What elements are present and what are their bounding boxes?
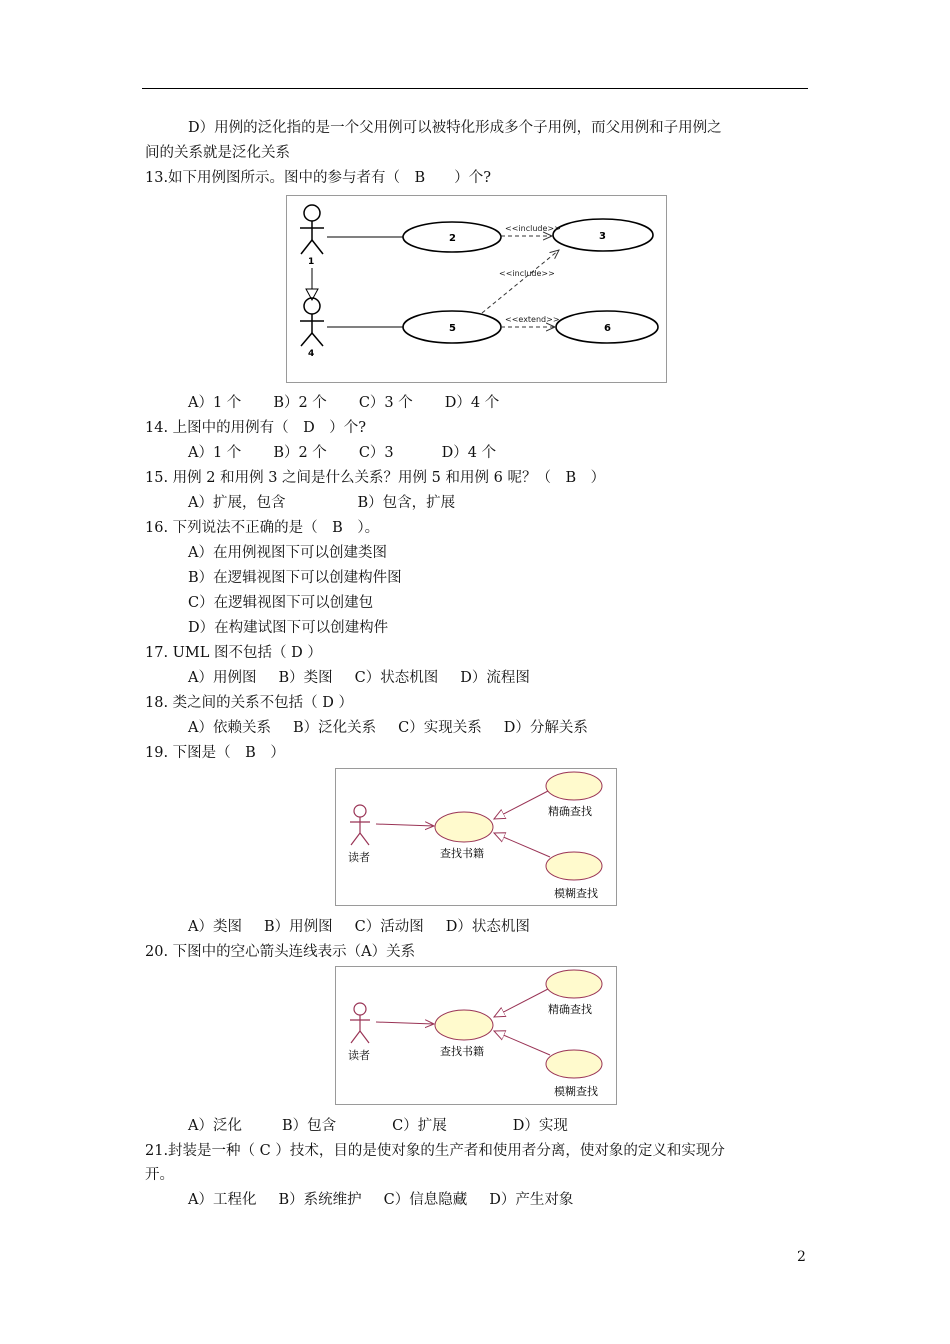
- q13-option-b: B）2 个: [273, 395, 327, 411]
- extend-label: <<extend>>: [505, 315, 560, 324]
- q15-option-b: B）包含，扩展: [357, 495, 456, 511]
- exact-search-label: 精确查找: [548, 1003, 592, 1016]
- q18-option-a: A）依赖关系: [188, 720, 271, 736]
- q14-option-a: A）1 个: [188, 445, 242, 461]
- q19-option-b: B）用例图: [263, 919, 333, 935]
- q20-options: [188, 1116, 568, 1136]
- option-d-line1: D）用例的泛化指的是一个父用例可以被特化形成多个子用例，而父用例和子用例之: [188, 120, 722, 136]
- question-21-line2: 开。: [145, 1167, 174, 1183]
- use-case-6-label: 6: [604, 323, 611, 334]
- question-21-line1: 21.封装是一种（ C ）技术，目的是使对象的生产者和使用者分离，使对象的定义和实现分: [145, 1143, 725, 1159]
- q13-option-c: C）3 个: [358, 395, 413, 411]
- q19-option-c: C）活动图: [354, 919, 424, 935]
- q16-option-a: A）在用例视图下可以创建类图: [188, 545, 387, 561]
- q20-option-d: D）实现: [512, 1118, 568, 1134]
- question-18: 18. 类之间的关系不包括（ D ）: [145, 695, 354, 711]
- question-19: 19. 下图是（ B ）: [145, 745, 285, 761]
- actor-4-icon: [300, 298, 324, 346]
- q19-options: [188, 917, 530, 937]
- actor-4-label: 4: [308, 349, 315, 359]
- q20-option-a: A）泛化: [188, 1118, 242, 1134]
- q14-option-d: D）4 个: [441, 445, 497, 461]
- q13-option-d: D）4 个: [444, 395, 500, 411]
- q17-option-c: C）状态机图: [354, 670, 439, 686]
- q18-option-d: D）分解关系: [503, 720, 588, 736]
- reader-actor-icon: [350, 1003, 370, 1043]
- fuzzy-search-label: 模糊查找: [554, 887, 598, 900]
- q19-option-d: D）状态机图: [445, 919, 530, 935]
- q14-option-c: C）3: [358, 445, 394, 461]
- reader-actor-icon: [350, 805, 370, 845]
- find-books-use-case: [435, 1010, 493, 1040]
- q17-option-a: A）用例图: [188, 670, 257, 686]
- exact-search-use-case: [546, 772, 602, 800]
- reader-actor-label: 读者: [348, 851, 370, 864]
- q16-option-c: C）在逻辑视图下可以创建包: [188, 595, 374, 611]
- q21-option-d: D）产生对象: [489, 1192, 574, 1208]
- use-case-5-label: 5: [449, 323, 456, 334]
- page-number: 2: [797, 1249, 806, 1265]
- actor-1-label: 1: [308, 257, 315, 267]
- q15-option-a: A）扩展，包含: [188, 495, 286, 511]
- use-case-diagram-2: [335, 768, 617, 906]
- q21-option-c: C）信息隐藏: [383, 1192, 468, 1208]
- q16-option-d: D）在构建试图下可以创建构件: [188, 620, 389, 636]
- question-15: 15. 用例 2 和用例 3 之间是什么关系？用例 5 和用例 6 呢？（ B ）: [145, 470, 606, 486]
- q21-option-b: B）系统维护: [278, 1192, 362, 1208]
- q21-options: [188, 1190, 573, 1210]
- q16-option-b: B）在逻辑视图下可以创建构件图: [188, 570, 402, 586]
- q17-option-b: B）类图: [278, 670, 333, 686]
- use-case-diagram-1: [286, 195, 667, 383]
- question-20: 20. 下图中的空心箭头连线表示（A）关系: [145, 944, 416, 960]
- q17-option-d: D）流程图: [460, 670, 530, 686]
- use-case-3-label: 3: [599, 231, 606, 242]
- question-13: 13.如下用例图所示。图中的参与者有（ B ）个?: [145, 170, 491, 186]
- use-case-diagram-3: [335, 966, 617, 1105]
- q18-option-b: B）泛化关系: [292, 720, 377, 736]
- question-14: 14. 上图中的用例有（ D ）个?: [145, 420, 367, 436]
- exact-search-label: 精确查找: [548, 805, 592, 818]
- fuzzy-search-use-case: [546, 1050, 602, 1078]
- find-books-label: 查找书籍: [440, 847, 484, 860]
- q15-options: [188, 493, 455, 513]
- option-d-line2: 间的关系就是泛化关系: [145, 145, 290, 161]
- find-books-label: 查找书籍: [440, 1045, 484, 1058]
- reader-actor-label: 读者: [348, 1049, 370, 1062]
- q20-option-b: B）包含: [281, 1118, 337, 1134]
- q14-option-b: B）2 个: [273, 445, 327, 461]
- q18-options: [188, 718, 588, 738]
- q13-options: [188, 393, 499, 413]
- exact-search-use-case: [546, 970, 602, 998]
- q19-option-a: A）类图: [188, 919, 242, 935]
- include-label-2: <<include>>: [499, 269, 555, 278]
- q13-option-a: A）1 个: [188, 395, 242, 411]
- q14-options: [188, 443, 496, 463]
- header-rule: [142, 88, 808, 89]
- use-case-2-label: 2: [449, 233, 456, 244]
- question-17: 17. UML 图不包括（ D ）: [145, 645, 322, 661]
- q18-option-c: C）实现关系: [398, 720, 482, 736]
- question-16: 16. 下列说法不正确的是（ B ）。: [145, 520, 380, 536]
- fuzzy-search-label: 模糊查找: [554, 1085, 598, 1098]
- q17-options: [188, 668, 530, 688]
- fuzzy-search-use-case: [546, 852, 602, 880]
- q21-option-a: A）工程化: [188, 1192, 257, 1208]
- include-label-1: <<include>>: [505, 224, 561, 233]
- actor-1-icon: [300, 205, 324, 254]
- q20-option-c: C）扩展: [392, 1118, 447, 1134]
- find-books-use-case: [435, 812, 493, 842]
